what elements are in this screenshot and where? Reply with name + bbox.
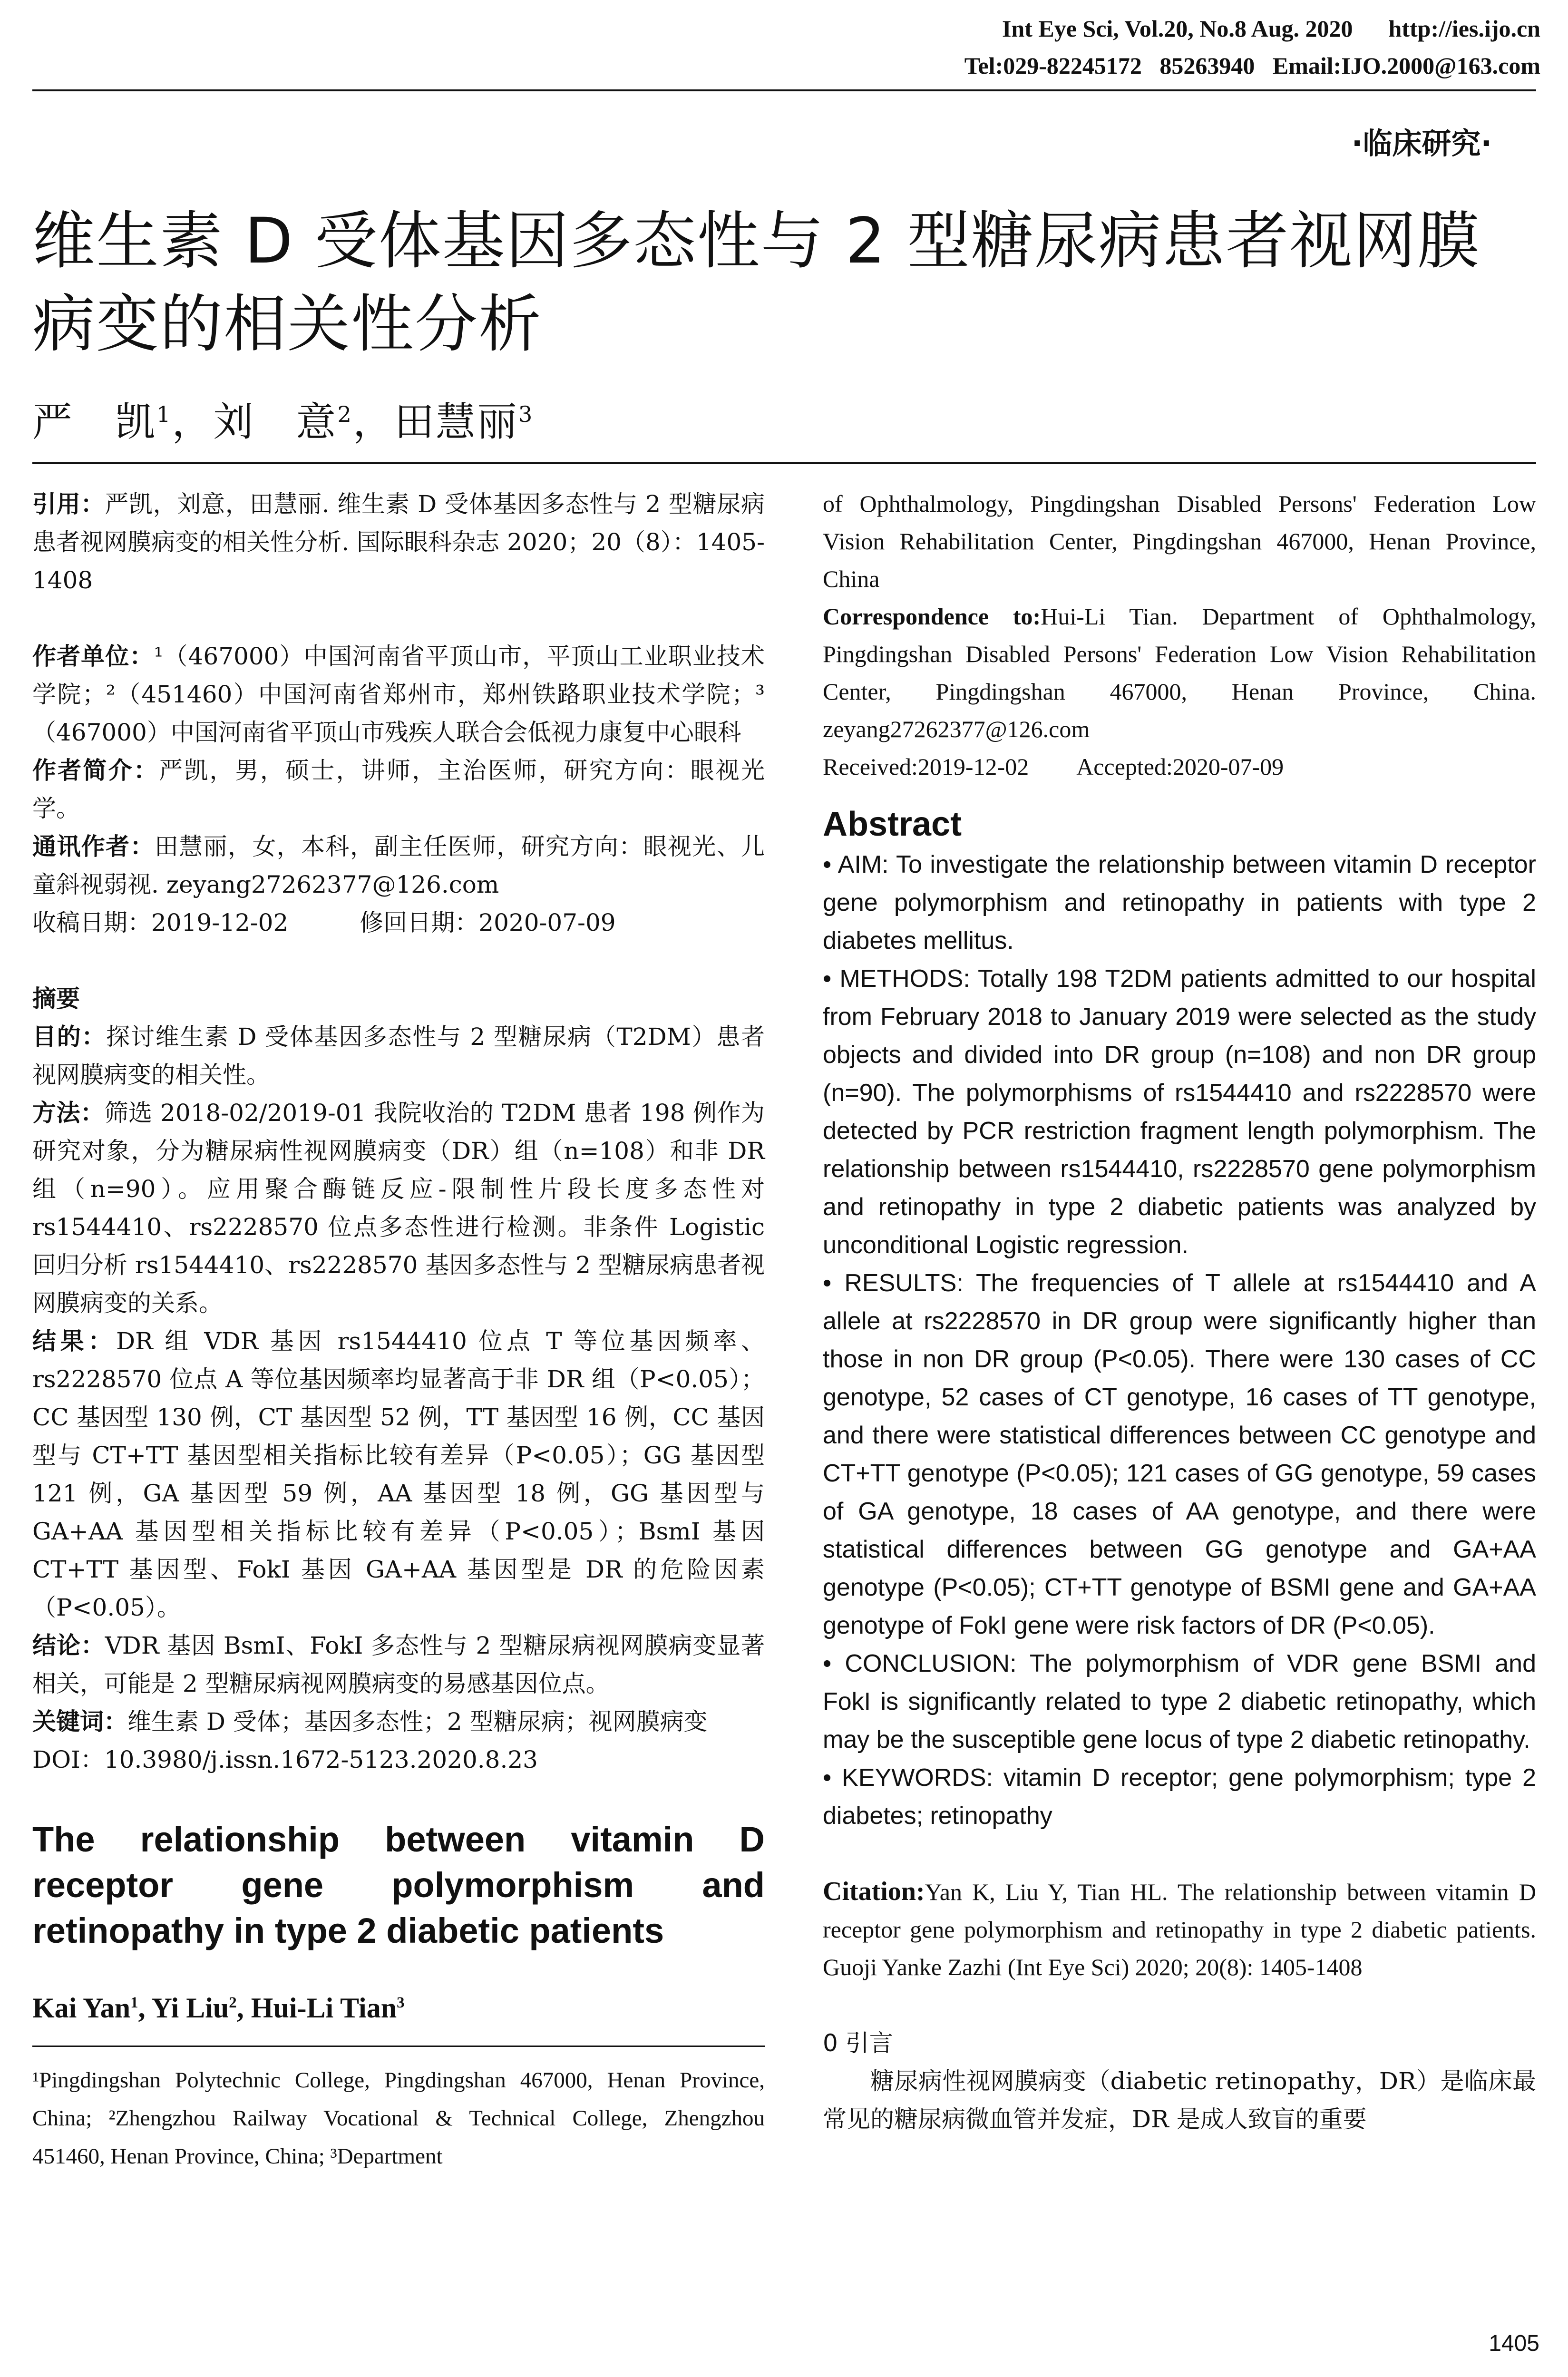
author-name: 田慧丽	[394, 399, 518, 445]
abstract-aim-en: • AIM: To investigate the relationship between vitamin D receptor gene polymorphism and retinopathy in patients with type 2 diabetes mellitus.	[823, 851, 1536, 955]
english-affiliations: ¹Pingdingshan Polytechnic College, Pingdingshan 467000, Henan Province, China; ²Zhengzhou Railway Vocational & Technical College, Zhengzhou 451460, Henan Province, China; ³Department	[32, 2068, 765, 2169]
abstract-heading-cn: 摘要	[32, 985, 80, 1013]
affiliation-continued: of Ophthalmology, Pingdingshan Disabled Persons' Federation Low Vision Rehabilitation Center, Pingdingshan 467000, Henan Province, China	[823, 490, 1536, 592]
keywords-en: • KEYWORDS: vitamin D receptor; gene polymorphism; type 2 diabetes; retinopathy	[823, 1764, 1536, 1830]
author-name: 刘 意	[213, 399, 338, 445]
chinese-authors: 严 凯$^1$，刘 意$^2$，田慧丽$^3$	[32, 399, 534, 445]
section-tag: ·临床研究·	[1351, 126, 1492, 161]
author-affil-number: 2	[337, 401, 353, 427]
doi: DOI：10.3980/j.issn.1672-5123.2020.8.23	[32, 1746, 538, 1773]
author-affil-number: 3	[518, 401, 534, 427]
page-number: 1405	[1489, 2331, 1539, 2356]
abstract-methods-en: • METHODS: Totally 198 T2DM patients admitted to our hospital from February 2018 to January 2019 were selected as the study objects and divided into DR group (n=108) and non DR group (n=90). The polymorphisms of rs1544410 and rs2228570 were detected by PCR restriction fragment length polymorphism. The relationship between rs1544410, rs2228570 gene polymorphism and retinopathy in type 2 diabetic patients was analyzed by unconditional Logistic regression.	[823, 965, 1536, 1259]
abstract-conclusion-en: • CONCLUSION: The polymorphism of VDR gene BSMI and FokI is significantly related to type 2 diabetic retinopathy, which may be the susceptible gene locus of type 2 diabetic retinopathy.	[823, 1650, 1536, 1754]
author-affil-number: 1	[156, 401, 172, 427]
intro-heading: 0 引言	[823, 2029, 893, 2057]
abstract-aim-cn: 目的：探讨维生素 D 受体基因多态性与 2 型糖尿病（T2DM）患者视网膜病变的相关性。	[32, 1023, 765, 1089]
abstract-methods-cn: 方法：筛选 2018-02/2019-01 我院收治的 T2DM 患者 198 例作为研究对象，分为糖尿病性视网膜病变（DR）组（n=108）和非 DR 组（n=90）。应用聚合酶链反应-限制性片段长度多态性对 rs1544410、rs2228570 位点多态性进行检测。非条件 Logistic 回归分析 rs1544410、rs2228570 基因多态性与 2 型糖尿病患者视网膜病变的关系。	[32, 1099, 765, 1317]
english-title: The relationship between vitamin D receptor gene polymorphism and retinopathy in type 2 diabetic patients	[32, 1820, 765, 1950]
citation-en: Citation:Yan K, Liu Y, Tian HL. The relationship between vitamin D receptor gene polymorphism and retinopathy in type 2 diabetic patients. Guoji Yanke Zazhi (Int Eye Sci) 2020; 20(8): 1405-1408	[823, 1877, 1536, 1980]
abstract-results-en: • RESULTS: The frequencies of T allele at rs1544410 and A allele at rs2228570 in DR group were significantly higher than those in non DR group (P<0.05). There were 130 cases of CC genotype, 52 cases of CT genotype, 16 cases of TT genotype, and there were statistical differences between CC genotype and CT+TT genotype (P<0.05); 121 cases of GG genotype, 59 cases of GA genotype, 18 cases of AA genotype, and there were statistical differences between GG genotype and GA+AA genotype (P<0.05); CT+TT genotype of BSMI gene and GA+AA genotype of FokI gene were risk factors of DR (P<0.05).	[823, 1269, 1536, 1639]
received-accepted-dates: Received:2019-12-02 Accepted:2020-07-09	[823, 753, 1284, 780]
left-column	[32, 485, 765, 2175]
journal-header-line1: Int Eye Sci, Vol.20, No.8 Aug. 2020 http://ies.ijo.cn	[1002, 15, 1540, 42]
title-rule	[32, 462, 1536, 464]
intro-paragraph: 糖尿病性视网膜病变（diabetic retinopathy，DR）是临床最常见的糖尿病微血管并发症，DR 是成人致盲的重要	[823, 2067, 1536, 2133]
english-authors: Kai Yan$^1$, Yi Liu$^2$, Hui-Li Tian$^3$	[32, 1992, 405, 2024]
abstract-heading-en: Abstract	[823, 805, 962, 843]
journal-header-line2: Tel:029-82245172 85263940 Email:IJO.2000@163.com	[964, 52, 1540, 79]
affiliation-rule	[32, 2046, 765, 2047]
header-rule	[32, 89, 1536, 91]
received-dates: 收稿日期：2019-12-02 修回日期：2020-07-09	[32, 909, 616, 936]
correspondence-en: Correspondence to:Hui-Li Tian. Department of Ophthalmology, Pingdingshan Disabled Persons' Federation Low Vision Rehabilitation Center, Pingdingshan 467000, Henan Province, China. zeyang27262377@126.com	[823, 603, 1536, 742]
citation-cn: 引用：严凯，刘意，田慧丽. 维生素 D 受体基因多态性与 2 型糖尿病患者视网膜病变的相关性分析. 国际眼科杂志 2020；20（8）：1405-1408	[32, 490, 765, 594]
abstract-results-cn: 结果：DR 组 VDR 基因 rs1544410 位点 T 等位基因频率、rs2228570 位点 A 等位基因频率均显著高于非 DR 组（P<0.05）；CC 基因型 130 例，CT 基因型 52 例，TT 基因型 16 例，CC 基因型与 CT+TT 基因型相关指标比较有差异（P<0.05）；GG 基因型 121 例，GA 基因型 59 例，AA 基因型 18 例，GG 基因型与 GA+AA 基因型相关指标比较有差异（P<0.05）；BsmI 基因 CT+TT 基因型、FokI 基因 GA+AA 基因型是 DR 的危险因素（P<0.05）。	[32, 1327, 765, 1621]
abstract-conclusion-cn: 结论：VDR 基因 BsmI、FokI 多态性与 2 型糖尿病视网膜病变显著相关，可能是 2 型糖尿病视网膜病变的易感基因位点。	[32, 1632, 765, 1697]
author-name: 严 凯	[32, 399, 157, 445]
author-bio: 作者简介：严凯，男，硕士，讲师，主治医师，研究方向：眼视光学。	[32, 757, 765, 822]
author-units: 作者单位：¹（467000）中国河南省平顶山市，平顶山工业职业技术学院；²（451460）中国河南省郑州市，郑州铁路职业技术学院；³（467000）中国河南省平顶山市残疾人联合会低视力康复中心眼科	[32, 643, 765, 746]
keywords-cn: 关键词：维生素 D 受体；基因多态性；2 型糖尿病；视网膜病变	[32, 1708, 708, 1735]
right-column	[823, 485, 1536, 2138]
article-title: 维生素 D 受体基因多态性与 2 型糖尿病患者视网膜病变的相关性分析	[32, 205, 1481, 361]
corresponding-author: 通讯作者：田慧丽，女，本科，副主任医师，研究方向：眼视光、儿童斜视弱视. zeyang27262377@126.com	[32, 833, 765, 898]
